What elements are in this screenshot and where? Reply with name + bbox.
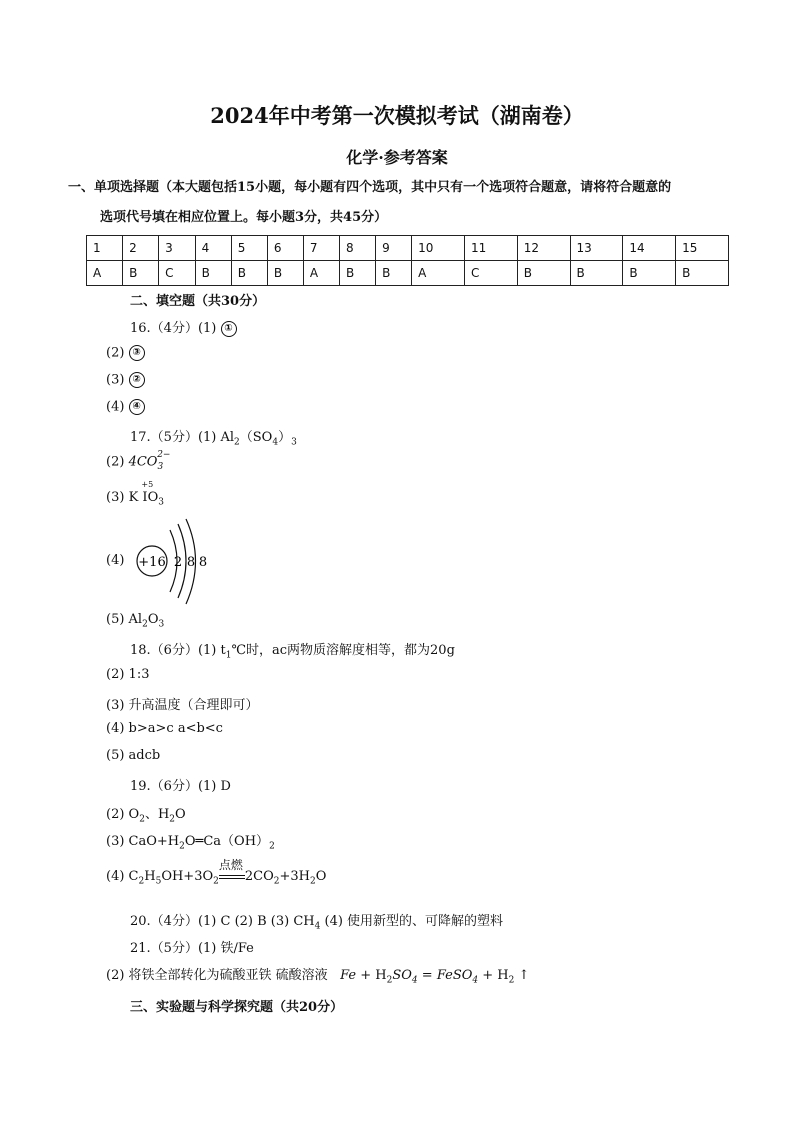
q17-al2o3-sub2: 2 [142,619,148,630]
q19-end: O [175,807,186,822]
q17-mid: （SO [239,430,273,445]
q21-line1: 21.（5分）(1) 铁/Fe [130,941,254,956]
table-cell-answer: B [123,261,159,286]
q19-co2: 2CO [244,869,274,884]
table-cell-number: 12 [517,236,570,261]
q16-line1 [130,317,237,337]
q18-line2: (2) 1:3 [106,667,150,682]
eq-gas-arrow: ↑ [514,968,530,983]
eq-equals: = [417,968,437,983]
q16-answer2: ③ [129,345,145,361]
q19-line1: 19.（6分）(1) D [130,779,231,794]
q17-end: ） [278,430,292,445]
table-cell-answer: A [87,261,123,286]
q19-H: H [144,869,156,884]
q17-ion-coef: 4 [128,454,137,470]
table-cell-number: 7 [303,236,339,261]
eq-plus-h2: + H [478,968,509,983]
table-cell-number: 10 [412,236,465,261]
q17-line5 [106,612,164,630]
equals-bar [219,875,245,879]
q17-label5: (5) Al [106,612,143,627]
q19-h2-sub: 2 [179,841,185,852]
table-cell-number: 15 [676,236,729,261]
q16-answer1: ① [221,321,237,337]
table-cell-number: 4 [195,236,231,261]
q17-head: 17.（5分）(1) Al [130,430,235,445]
page-subtitle: 化学·参考答案 [346,148,448,167]
q17-al2o3-sub3: 3 [158,619,165,630]
q19-label2: (2) O [106,807,140,822]
table-cell-number: 1 [87,236,123,261]
table-cell-answer: B [339,261,375,286]
q17-ion-charge: 2− [157,450,171,460]
q18-line3: (3) 升高温度（合理即可） [106,698,259,713]
shell-count-1: 2 [173,555,183,570]
q19-line2 [106,803,186,825]
eq-so: SO [392,968,412,983]
q18-line1 [130,639,455,661]
table-cell-number: 11 [464,236,517,261]
q16-label3: (3) [106,372,125,388]
table-cell-number: 9 [376,236,412,261]
table-cell-number: 5 [231,236,267,261]
q16-line2 [106,345,145,361]
q20-ch4-sub: 4 [314,921,321,932]
table-cell-answer: B [195,261,231,286]
reaction-condition [218,858,245,884]
q17-line1 [130,426,297,448]
q19-c2-sub: 2 [138,876,145,887]
q19-O: O [315,869,327,884]
q17-kio3-I: I [142,490,148,505]
q19-co2-sub: 2 [273,876,280,887]
q19-o2-sub: 2 [139,814,145,825]
shell-count-2: 8 [186,555,196,570]
q16-line4 [106,399,145,415]
q19-h2o: +3H [279,869,311,884]
table-cell-number: 3 [159,236,195,261]
table-cell-answer: B [570,261,623,286]
q19-h2o-sub: 2 [169,814,176,825]
table-cell-number: 8 [339,236,375,261]
q19-caoh-sub: 2 [269,841,275,852]
q20-text: 20.（4分）(1) C (2) B (3) CH [130,914,315,929]
section3-heading: 三、实验题与科学探究题（共20分） [130,1000,344,1015]
q19-label3: (3) CaO+H [106,834,180,849]
q17-label4: (4) [106,553,125,568]
section1-heading-line2: 选项代号填在相应位置上。每小题3分，共45分） [100,210,388,225]
q16-line3 [106,372,145,388]
table-cell-answer: B [623,261,676,286]
nucleus-charge: +16 [138,555,166,570]
q17-valence: +5 [141,480,154,489]
q19-line4 [106,858,327,887]
eq-plus-h: + H [356,968,387,983]
table-cell-answer: A [412,261,465,286]
q19-line3 [106,830,275,852]
q17-label3: (3) [106,490,125,505]
table-row-numbers [87,236,729,261]
table-cell-answer: B [376,261,412,286]
atom-structure-diagram [132,518,222,608]
table-cell-answer: C [464,261,517,286]
q17-sub3: 3 [291,437,297,448]
q18-head: 18.（6分）(1) t [130,643,226,658]
q16-label2: (2) [106,345,125,361]
table-cell-number: 13 [570,236,623,261]
answer-table [86,235,729,286]
q19-caoh-mid: O═Ca（OH） [184,834,270,849]
q16-label4: (4) [106,399,125,415]
q17-sub4: 4 [272,437,279,448]
q19-mid: 、H [144,807,170,822]
table-cell-answer: A [303,261,339,286]
q17-sub: 2 [234,437,240,448]
table-cell-answer: B [517,261,570,286]
page-title: 2024年中考第一次模拟考试（湖南卷） [210,103,584,128]
table-cell-number: 6 [267,236,303,261]
q17-kio3-sub: 3 [158,497,164,508]
q21-line2 [106,964,529,986]
table-cell-number: 14 [623,236,676,261]
table-row-answers [87,261,729,286]
eq-so4-sub: 4 [411,975,418,986]
q16-answer3: ② [129,372,145,388]
eq-h2-sub: 2 [386,975,393,986]
q16-head: 16.（4分）(1) [130,321,217,336]
q17-ion-sub: 3 [157,461,164,472]
q17-line3 [106,480,164,508]
table-cell-answer: B [231,261,267,286]
table-cell-number: 2 [123,236,159,261]
q19-oh-o: OH+3O [161,869,214,884]
q17-al2o3-O: O [147,612,159,627]
eq-feso: FeSO [436,968,473,983]
q20-line [130,910,503,932]
eq-fe: Fe [340,968,357,983]
table-cell-answer: B [676,261,729,286]
condition-ignite: 点燃 [218,858,243,872]
section1-heading-line1: 一、单项选择题（本大题包括15小题，每小题有四个选项，其中只有一个选项符合题意，请将符合题意的 [68,180,672,195]
q21-label2: (2) 将铁全部转化为硫酸亚铁 硫酸溶液 [106,968,328,983]
eq-h2b-sub: 2 [508,975,515,986]
q19-label4: (4) C [106,869,139,884]
q18-rest: ℃时，ac两物质溶解度相等，都为20g [231,643,455,658]
table-cell-answer: C [159,261,195,286]
q19-o2b-sub: 2 [213,876,219,887]
q20-rest: (4) 使用新型的、可降解的塑料 [320,914,504,929]
table-cell-answer: B [267,261,303,286]
q17-ion-formula: CO [136,454,158,470]
q19-h2o2-sub: 2 [310,876,316,887]
q18-line4: (4) b>a>c a<b<c [106,721,223,736]
shell-count-3: 8 [198,555,208,570]
q18-line5: (5) adcb [106,748,161,763]
eq-feso4-sub: 4 [472,975,479,986]
q17-kio3-O: O [147,490,159,505]
q17-line2 [106,450,176,472]
q18-t-sub: 1 [225,650,232,661]
q17-kio3-K: K [128,490,139,505]
section2-heading: 二、填空题（共30分） [130,294,266,309]
q19-h5-sub: 5 [155,876,162,887]
q17-label2: (2) [106,454,125,470]
q16-answer4: ④ [129,399,145,415]
